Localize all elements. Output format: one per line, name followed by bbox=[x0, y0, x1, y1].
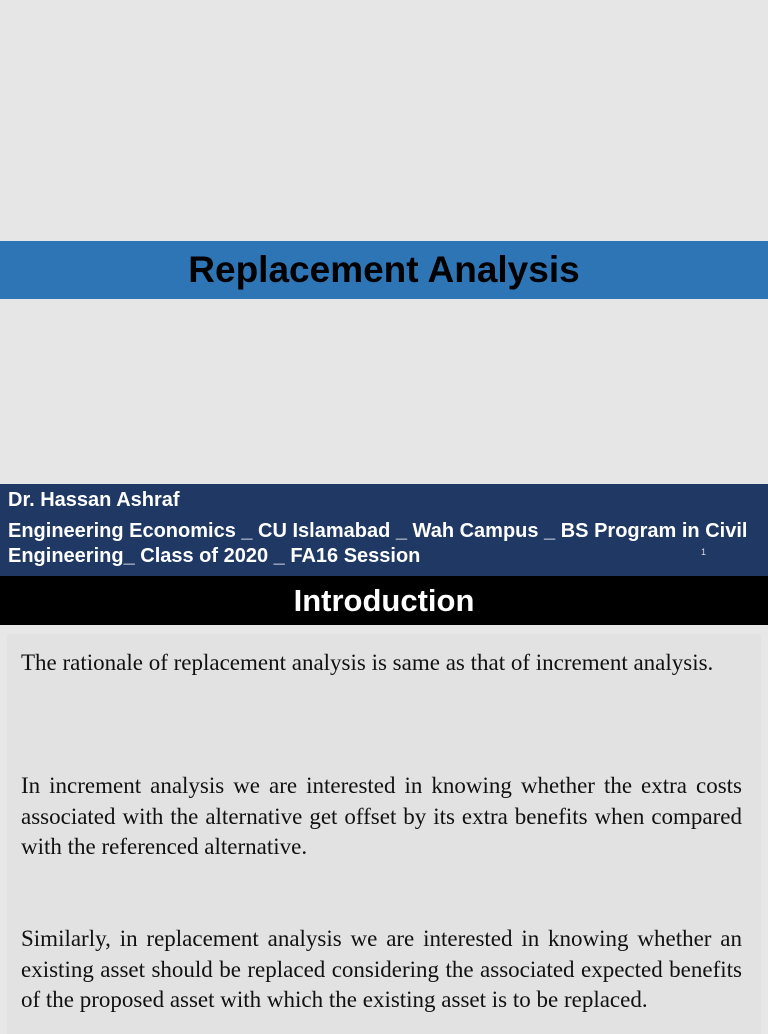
author-name: Dr. Hassan Ashraf bbox=[8, 489, 180, 511]
page-number: 1 bbox=[701, 547, 707, 557]
intro-title: Introduction bbox=[293, 582, 475, 618]
intro-header bbox=[0, 576, 768, 625]
slide-title: Replacement Analysis bbox=[188, 249, 580, 290]
title-band bbox=[0, 241, 768, 299]
course-info: Engineering Economics _ CU Islamabad _ Wah Campus _ BS Program in Civil Engineering_ Class of 2020 _ FA16 Session bbox=[8, 520, 748, 567]
paragraph-3: Similarly, in replacement analysis we are interested in knowing whether an existing asset should be replaced considering the associated expected benefits of the proposed asset with which the existing asset is to be replaced. bbox=[21, 926, 742, 1012]
paragraph-1: The rationale of replacement analysis is same as that of increment analysis. bbox=[21, 650, 714, 675]
paragraph-2: In increment analysis we are interested in knowing whether the extra costs associated with the alternative get offset by its extra benefits when compared with the referenced alternative. bbox=[21, 773, 742, 859]
